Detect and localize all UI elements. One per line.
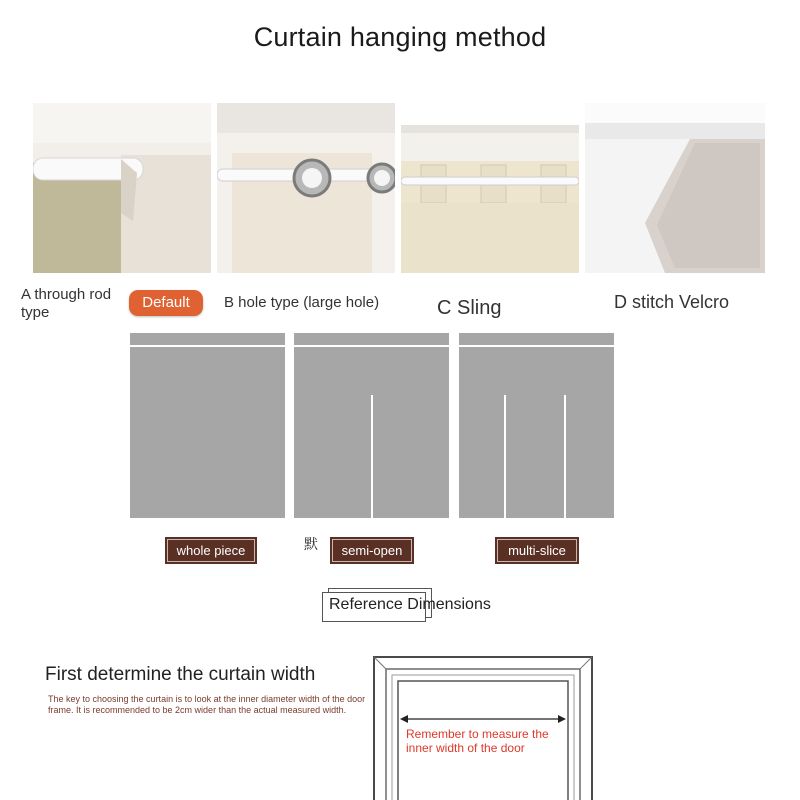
sling-tab-photo bbox=[401, 103, 579, 273]
reference-dimensions-label: Reference Dimensions bbox=[329, 596, 491, 613]
whole-piece-tag: whole piece bbox=[165, 537, 257, 564]
multi-slice-diagram bbox=[459, 333, 614, 518]
measure-note: Remember to measure the inner width of the door bbox=[406, 727, 549, 755]
curtain-split bbox=[371, 395, 373, 518]
curtain-rail bbox=[130, 345, 285, 347]
through-rod-photo bbox=[33, 103, 211, 273]
semi-open-tag: semi-open bbox=[330, 537, 414, 564]
curtain-rail bbox=[294, 345, 449, 347]
grommet-photo bbox=[217, 103, 395, 273]
page-title: Curtain hanging method bbox=[253, 22, 547, 52]
velcro-photo bbox=[585, 103, 765, 273]
curtain-split bbox=[564, 395, 566, 518]
semi-open-diagram bbox=[294, 333, 449, 518]
whole-piece-diagram bbox=[130, 333, 285, 518]
curtain-split bbox=[504, 395, 506, 518]
door-frame-diagram bbox=[372, 651, 594, 800]
sling-label: C Sling bbox=[437, 297, 502, 319]
width-section-title: First determine the curtain width bbox=[45, 664, 316, 685]
multi-slice-tag: multi-slice bbox=[495, 537, 579, 564]
width-section-description: The key to choosing the curtain is to look at the inner diameter width of the door frame. It is recommended to be 2cm wider than the actual measured width. bbox=[48, 694, 366, 715]
hole-type-label: B hole type (large hole) bbox=[224, 294, 380, 311]
through-rod-label: A through rod type bbox=[21, 286, 112, 321]
curtain-rail bbox=[459, 345, 614, 347]
stray-glyph: 默 bbox=[304, 536, 318, 552]
velcro-label: D stitch Velcro bbox=[614, 292, 730, 312]
default-badge: Default bbox=[129, 290, 203, 316]
